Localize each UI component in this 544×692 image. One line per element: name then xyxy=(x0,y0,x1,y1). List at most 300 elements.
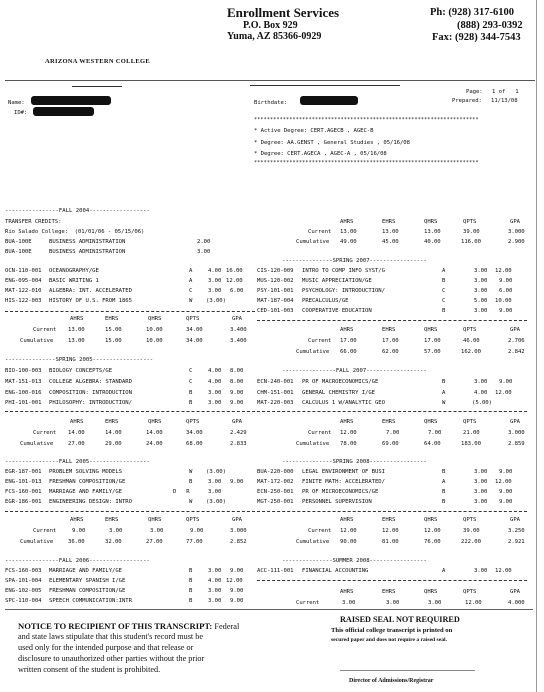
birthdate-label: Birthdate: xyxy=(254,100,288,106)
course-code: SPC-110-004 xyxy=(5,598,42,604)
degree-border-top: ********************************************************************** xyxy=(254,117,479,123)
course-code: ACC-111-001 xyxy=(257,568,294,574)
totals-value: 10.00 xyxy=(146,338,163,344)
course-credits: 3.00 xyxy=(208,489,222,495)
totals-header: GPA xyxy=(510,517,520,523)
course-grade: W xyxy=(189,499,193,505)
term-divider xyxy=(257,411,527,412)
totals-header: EHRS xyxy=(382,219,396,225)
fax-number: Fax: (928) 344-7543 xyxy=(432,32,521,43)
course-code: MAT-122-010 xyxy=(5,288,42,294)
course-grade: A xyxy=(442,390,446,396)
course-title: MARRIAGE AND FAMILY/GE xyxy=(49,489,122,495)
totals-value: 29.00 xyxy=(105,441,122,447)
totals-value: 66.00 xyxy=(340,349,357,355)
totals-header: QPTS xyxy=(463,419,477,425)
totals-value: 24.00 xyxy=(146,441,163,447)
course-title: PR OF MICROECONOMICS/GE xyxy=(302,489,379,495)
course-credits: (3.00) xyxy=(206,499,226,505)
course-credits: 3.00 xyxy=(208,598,222,604)
totals-value: 39.00 xyxy=(463,528,480,534)
term-header-spring-2005: ---------------SPRING 2005------------------ xyxy=(5,357,154,363)
notice-line-3: used only for the intended purpose and that release or xyxy=(18,643,194,652)
term-header-spring-2008: ---------------SPRING 2008----------------- xyxy=(282,459,427,465)
course-points: 9.00 xyxy=(499,308,513,314)
course-title: CALCULUS 1 W/ANALYTIC GEO xyxy=(302,400,385,406)
page-label: Page: xyxy=(466,89,483,95)
seal-line-2: secured paper and does not require a raised seal. xyxy=(331,637,447,643)
term-header-fall-2004: ----------------FALL 2004------------------ xyxy=(5,208,150,214)
college-name: ARIZONA WESTERN COLLEGE xyxy=(45,58,151,65)
footer-divider xyxy=(5,609,533,610)
totals-value: 3.00 xyxy=(150,528,164,534)
degree-line-1: * Active Degree: CERT.AGECB , AGEC-B xyxy=(254,128,374,134)
totals-value: 12.00 xyxy=(424,528,441,534)
course-title: LEGAL ENVIRONMENT OF BUSI xyxy=(302,469,385,475)
totals-value: 183.00 xyxy=(461,441,481,447)
course-credits: 3.00 xyxy=(208,288,222,294)
totals-header: AHRS xyxy=(70,419,84,425)
totals-value: 2.833 xyxy=(230,441,247,447)
course-title: ELEMENTARY SPANISH I/GE xyxy=(49,578,126,584)
totals-value: 3.00 xyxy=(109,528,123,534)
totals-value: 14.00 xyxy=(68,430,85,436)
totals-label: Cumulative xyxy=(296,441,330,447)
redacted-birthdate xyxy=(300,96,358,105)
totals-header: QHRS xyxy=(424,419,438,425)
totals-value: 15.00 xyxy=(105,338,122,344)
totals-header: QHRS xyxy=(148,517,162,523)
term-divider xyxy=(257,580,527,581)
course-code: MAT-187-004 xyxy=(257,298,294,304)
page-value: 1 of 1 xyxy=(492,89,519,95)
totals-value: 27.00 xyxy=(68,441,85,447)
course-title: FRESHMAN COMPOSITION/GE xyxy=(49,479,126,485)
course-credits: 3.00 xyxy=(474,568,488,574)
course-grade: A xyxy=(442,479,446,485)
notice-line-2: and state laws stipulate that this student's record must be xyxy=(18,632,203,641)
course-title: PHILOSOPHY: INTRODUCTION/ xyxy=(49,400,132,406)
totals-value: 34.00 xyxy=(186,327,203,333)
totals-header: QHRS xyxy=(424,589,438,595)
totals-header: GPA xyxy=(232,316,242,322)
totals-header: EHRS xyxy=(105,316,119,322)
totals-label: Current xyxy=(308,338,332,344)
totals-value: 32.00 xyxy=(105,539,122,545)
term-header-spring-2007: ---------------SPRING 2007----------------- xyxy=(282,258,427,264)
term-header-fall-2005: ----------------FALL 2005------------------ xyxy=(5,459,150,465)
totals-value: 14.00 xyxy=(105,430,122,436)
course-code: BIO-100-003 xyxy=(5,368,42,374)
notice-line-1 xyxy=(18,621,239,631)
course-title: GENERAL CHEMISTRY I/GE xyxy=(302,390,375,396)
term-divider xyxy=(5,511,255,512)
course-credits: 3.00 xyxy=(208,479,222,485)
course-points: 12.00 xyxy=(226,278,243,284)
degree-line-3: * Degree: CERT.AGECA , AGEC-A , 05/16/08 xyxy=(254,151,387,157)
term-divider xyxy=(257,320,527,321)
totals-header: AHRS xyxy=(340,419,354,425)
totals-header: QHRS xyxy=(148,316,162,322)
degree-border-bottom: ********************************************************************** xyxy=(254,160,479,166)
notice-rest: Federal xyxy=(212,622,240,631)
totals-value: 162.00 xyxy=(461,349,481,355)
transfer-school: Rio Salado College: (01/01/06 - 05/15/06) xyxy=(5,229,145,235)
totals-value: 39.00 xyxy=(463,229,480,235)
totals-label: Cumulative xyxy=(296,239,330,245)
totals-header: GPA xyxy=(232,517,242,523)
course-points: 9.00 xyxy=(230,588,244,594)
course-code: ECN-250-001 xyxy=(257,489,294,495)
course-points: 9.00 xyxy=(499,489,513,495)
totals-value: 34.00 xyxy=(186,338,203,344)
totals-value: 2.706 xyxy=(508,338,525,344)
degree-line-2: * Degree: AA.GENST , General Studies , 05/16/08 xyxy=(254,140,410,146)
course-credits: 3.00 xyxy=(474,489,488,495)
totals-value: 10.00 xyxy=(146,327,163,333)
totals-value: 9.00 xyxy=(72,528,86,534)
course-credits: 3.00 xyxy=(474,288,488,294)
director-title: Director of Admissions/Registrar xyxy=(349,678,434,684)
course-points: 9.00 xyxy=(230,400,244,406)
course-title: OCEANOGRAPHY/GE xyxy=(49,268,99,274)
totals-value: 13.00 xyxy=(424,229,441,235)
term-divider xyxy=(5,311,255,312)
totals-value: 3.00 xyxy=(428,600,442,606)
header-mark-left xyxy=(72,86,122,87)
course-title: FRESHMAN COMPOSITION/GE xyxy=(49,588,126,594)
totals-value: 62.00 xyxy=(382,349,399,355)
totals-label: Cumulative xyxy=(296,539,330,545)
course-points: 9.00 xyxy=(230,479,244,485)
totals-header: AHRS xyxy=(340,517,354,523)
course-credits: 3.00 xyxy=(474,379,488,385)
course-credits: 3.00 xyxy=(208,390,222,396)
header-mark-center xyxy=(250,85,400,86)
totals-value: 3.00 xyxy=(342,600,356,606)
course-code: FCS-160-001 xyxy=(5,489,42,495)
course-grade: B xyxy=(442,379,446,385)
course-grade: B xyxy=(442,499,446,505)
course-points: 8.00 xyxy=(230,368,244,374)
course-grade: A xyxy=(442,268,446,274)
course-credits: 4.00 xyxy=(208,379,222,385)
totals-label: Cumulative xyxy=(20,539,54,545)
notice-line-5: written consent of the student is prohibited. xyxy=(18,665,161,674)
course-title: HISTORY OF U.S. FROM 1865 xyxy=(49,298,132,304)
totals-label: Current xyxy=(308,430,332,436)
course-points: 9.00 xyxy=(499,278,513,284)
totals-header: QPTS xyxy=(463,517,477,523)
course-code: BUA-220-000 xyxy=(257,469,294,475)
course-code: CIS-120-009 xyxy=(257,268,294,274)
totals-header: QHRS xyxy=(148,419,162,425)
totals-header: AHRS xyxy=(340,219,354,225)
course-code: EGR-187-001 xyxy=(5,469,42,475)
totals-value: 49.00 xyxy=(340,239,357,245)
totals-value: 64.00 xyxy=(424,441,441,447)
totals-value: 17.00 xyxy=(340,338,357,344)
totals-value: 9.00 xyxy=(190,528,204,534)
totals-value: 14.00 xyxy=(146,430,163,436)
totals-value: 12.00 xyxy=(382,528,399,534)
seal-line-1: This official college transcript is printed on xyxy=(331,627,453,634)
term-header-fall-2007: ----------------FALL 2007------------------ xyxy=(282,368,427,374)
signature-line xyxy=(340,670,475,671)
course-code: BUA-100E xyxy=(5,239,32,245)
totals-value: 2.429 xyxy=(230,430,247,436)
course-code: HIS-122-003 xyxy=(5,298,42,304)
office-city: Yuma, AZ 85366-0929 xyxy=(227,31,322,42)
term-header-fall-2006: ----------------FALL 2006------------------ xyxy=(5,558,150,564)
totals-header: EHRS xyxy=(105,419,119,425)
totals-header: AHRS xyxy=(70,517,84,523)
header-divider xyxy=(5,80,535,81)
totals-value: 17.00 xyxy=(424,338,441,344)
course-credits: 2.00 xyxy=(197,239,211,245)
totals-value: 46.00 xyxy=(463,338,480,344)
course-grade: B xyxy=(442,278,446,284)
course-credits: 4.00 xyxy=(208,268,222,274)
totals-header: GPA xyxy=(510,589,520,595)
totals-value: 12.00 xyxy=(340,528,357,534)
totals-value: 116.00 xyxy=(461,239,481,245)
totals-header: QHRS xyxy=(424,219,438,225)
totals-header: EHRS xyxy=(382,327,396,333)
totals-header: GPA xyxy=(510,219,520,225)
course-code: OCN-110-001 xyxy=(5,268,42,274)
totals-value: 17.00 xyxy=(382,338,399,344)
course-title: PROBLEM SOLVING MODELS xyxy=(49,469,122,475)
course-title: PERSONNEL SUPERVISION xyxy=(302,499,372,505)
course-points: 9.00 xyxy=(230,598,244,604)
totals-value: 45.00 xyxy=(382,239,399,245)
totals-value: 12.00 xyxy=(465,600,482,606)
totals-label: Current xyxy=(308,528,332,534)
totals-value: 27.00 xyxy=(146,539,163,545)
office-po-box: P.O. Box 929 xyxy=(243,20,298,31)
totals-value: 4.000 xyxy=(508,600,525,606)
course-code: PSY-101-001 xyxy=(257,288,294,294)
course-title: PRECALCULUS/GE xyxy=(302,298,349,304)
course-grade: A xyxy=(442,568,446,574)
course-grade: B xyxy=(442,489,446,495)
toll-free-number: (888) 293-0392 xyxy=(457,20,523,31)
course-grade: W xyxy=(189,298,193,304)
totals-value: 13.00 xyxy=(382,229,399,235)
course-code: PHI-101-001 xyxy=(5,400,42,406)
notice-title: NOTICE TO RECIPIENT OF THIS TRANSCRIPT: xyxy=(18,621,213,631)
course-title: MARRIAGE AND FAMILY/GE xyxy=(49,568,122,574)
course-points: 12.00 xyxy=(495,568,512,574)
totals-value: 68.00 xyxy=(186,441,203,447)
course-credits: 4.00 xyxy=(474,390,488,396)
course-credits: 3.00 xyxy=(474,499,488,505)
office-title: Enrollment Services xyxy=(227,5,340,20)
totals-value: 2.921 xyxy=(508,539,525,545)
totals-value: 2.852 xyxy=(230,539,247,545)
margin-rule xyxy=(536,0,537,692)
course-credits: 3.00 xyxy=(474,278,488,284)
course-grade: W xyxy=(189,469,193,475)
course-grade: A xyxy=(189,268,193,274)
course-code: MUS-120-002 xyxy=(257,278,294,284)
totals-header: GPA xyxy=(510,419,520,425)
course-grade: A xyxy=(189,278,193,284)
totals-header: QHRS xyxy=(424,327,438,333)
redacted-id xyxy=(33,107,94,116)
totals-header: GPA xyxy=(510,327,520,333)
course-credits: 4.00 xyxy=(208,578,222,584)
totals-header: EHRS xyxy=(382,419,396,425)
totals-header: EHRS xyxy=(382,517,396,523)
course-grade: B xyxy=(442,308,446,314)
prepared-date: 11/13/08 xyxy=(491,98,518,104)
totals-value: 7.00 xyxy=(428,430,442,436)
course-code: SPA-101-004 xyxy=(5,578,42,584)
course-code: ENG-095-004 xyxy=(5,278,42,284)
course-code: ENG-102-005 xyxy=(5,588,42,594)
totals-header: AHRS xyxy=(340,589,354,595)
course-title: FINANCIAL ACCOUNTING xyxy=(302,568,369,574)
course-credits: 3.00 xyxy=(208,400,222,406)
totals-value: 78.00 xyxy=(340,441,357,447)
course-title: SPEECH COMMUNICATION:INTR xyxy=(49,598,132,604)
totals-value: 3.00 xyxy=(386,600,400,606)
totals-label: Cumulative xyxy=(20,441,54,447)
term-divider xyxy=(5,411,255,412)
course-points: 6.00 xyxy=(499,288,513,294)
totals-value: 36.00 xyxy=(68,539,85,545)
course-title: PR OF MACROECONOMICS/GE xyxy=(302,379,379,385)
course-points: 12.00 xyxy=(226,578,243,584)
course-title: COLLEGE ALGEBRA: STANDARD xyxy=(49,379,132,385)
course-points: 12.00 xyxy=(495,268,512,274)
course-grade: C xyxy=(189,368,193,374)
totals-value: 3.250 xyxy=(508,528,525,534)
course-credits: 4.00 xyxy=(208,368,222,374)
redacted-name xyxy=(31,96,111,105)
course-code: MAT-151-013 xyxy=(5,379,42,385)
course-grade: C xyxy=(189,288,193,294)
course-credits: 5.00 xyxy=(474,298,488,304)
course-credits: (3.00) xyxy=(206,469,226,475)
course-title: COMPOSITION: INTRODUCTION xyxy=(49,390,132,396)
totals-header: QPTS xyxy=(186,517,200,523)
course-grade: B xyxy=(189,479,193,485)
phone-number: Ph: (928) 317-6100 xyxy=(430,7,514,18)
totals-value: 77.00 xyxy=(186,539,203,545)
course-code: MAT-172-002 xyxy=(257,479,294,485)
totals-value: 13.00 xyxy=(68,327,85,333)
totals-header: AHRS xyxy=(340,327,354,333)
totals-header: QHRS xyxy=(424,517,438,523)
course-code: FCS-160-003 xyxy=(5,568,42,574)
totals-label: Current xyxy=(33,430,57,436)
course-title: ALGEBRA: INT. ACCELERATED xyxy=(49,288,132,294)
course-grade: B xyxy=(189,598,193,604)
course-title: FINITE MATH: ACCELERATED/ xyxy=(302,479,385,485)
course-code: MAT-220-003 xyxy=(257,400,294,406)
totals-value: 2.859 xyxy=(508,441,525,447)
course-points: 9.00 xyxy=(499,469,513,475)
course-grade: W xyxy=(442,400,446,406)
totals-value: 3.400 xyxy=(230,327,247,333)
totals-header: AHRS xyxy=(70,316,84,322)
totals-header: QPTS xyxy=(463,219,477,225)
totals-value: 7.00 xyxy=(386,430,400,436)
totals-header: GPA xyxy=(232,419,242,425)
totals-value: 15.00 xyxy=(105,327,122,333)
course-points: 9.00 xyxy=(230,568,244,574)
totals-label: Current xyxy=(296,600,320,606)
totals-header: QPTS xyxy=(463,327,477,333)
totals-label: Cumulative xyxy=(20,338,54,344)
course-points: 12.00 xyxy=(495,390,512,396)
term-divider xyxy=(257,511,527,512)
course-code: EGR-186-001 xyxy=(5,499,42,505)
course-title: BIOLOGY CONCEPTS/GE xyxy=(49,368,113,374)
course-points: 9.00 xyxy=(499,499,513,505)
course-title: BUSINESS ADMINISTRATION xyxy=(49,239,126,245)
course-grade: B xyxy=(189,568,193,574)
totals-header: QPTS xyxy=(463,589,477,595)
totals-value: 13.00 xyxy=(68,338,85,344)
totals-value: 90.00 xyxy=(340,539,357,545)
id-label: ID#: xyxy=(14,110,28,116)
course-grade: B xyxy=(189,578,193,584)
totals-header: EHRS xyxy=(382,589,396,595)
course-code: ENG-101-013 xyxy=(5,479,42,485)
course-title: BUSINESS ADMINISTRATION xyxy=(49,249,126,255)
course-credits: 3.00 xyxy=(208,278,222,284)
course-code: ECN-240-001 xyxy=(257,379,294,385)
term-header-summer-2008: ---------------SUMMER 2008----------------- xyxy=(282,558,427,564)
seal-title: RAISED SEAL NOT REQUIRED xyxy=(340,615,460,624)
course-points: 9.00 xyxy=(499,379,513,385)
course-title: PSYCHOLOGY: INTRODUCTION/ xyxy=(302,288,385,294)
course-title: COOPERATIVE EDUCATION xyxy=(302,308,372,314)
course-grade: B xyxy=(189,390,193,396)
totals-value: 12.00 xyxy=(340,430,357,436)
course-code: BUA-100E xyxy=(5,249,32,255)
course-credits: 3.00 xyxy=(474,469,488,475)
totals-value: 40.00 xyxy=(424,239,441,245)
totals-value: 76.00 xyxy=(424,539,441,545)
course-grade: D R xyxy=(173,489,190,495)
totals-value: 2.842 xyxy=(508,349,525,355)
totals-value: 3.000 xyxy=(508,229,525,235)
notice-line-4: disclosure to unauthorized other parties without the prior xyxy=(18,654,205,663)
course-title: INTRO TO COMP INFO SYST/G xyxy=(302,268,385,274)
course-points: 6.00 xyxy=(230,288,244,294)
course-points: 10.00 xyxy=(495,298,512,304)
course-title: MUSIC APPRECIATION/GE xyxy=(302,278,372,284)
totals-header: EHRS xyxy=(105,517,119,523)
course-code: CHM-151-001 xyxy=(257,390,294,396)
course-points: 8.00 xyxy=(230,379,244,385)
course-credits: (3.00) xyxy=(206,298,226,304)
totals-header: QPTS xyxy=(186,316,200,322)
course-grade: B xyxy=(189,400,193,406)
course-grade: C xyxy=(442,298,446,304)
course-credits: (5.00) xyxy=(472,400,492,406)
course-points: 12.00 xyxy=(495,479,512,485)
totals-value: 3.000 xyxy=(508,430,525,436)
course-points: 16.00 xyxy=(226,268,243,274)
totals-label: Cumulative xyxy=(296,349,330,355)
name-label: Name: xyxy=(8,100,25,106)
